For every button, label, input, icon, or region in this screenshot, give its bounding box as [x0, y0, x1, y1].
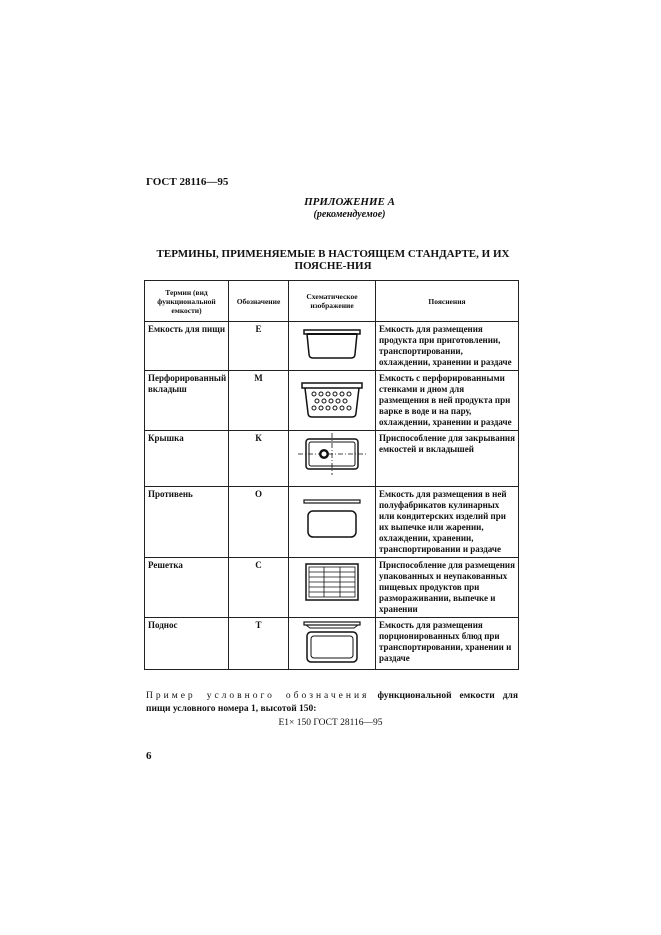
tray-icon	[290, 618, 374, 668]
example-text-continued: пищи условного номера 1, высотой 150:	[146, 704, 317, 714]
grid-rack-icon	[290, 558, 374, 610]
code-cell: С	[229, 558, 289, 618]
column-header-code: Обозначение	[229, 281, 289, 322]
code-cell: Е	[229, 322, 289, 371]
column-header-image: Схематическое изображение	[289, 281, 376, 322]
column-header-note: Пояснения	[376, 281, 519, 322]
perforated-insert-icon	[290, 371, 374, 427]
table-row	[145, 618, 519, 670]
code-cell: О	[229, 487, 289, 558]
term-cell: Крышка	[145, 431, 229, 487]
image-cell	[289, 558, 376, 618]
appendix-title: ПРИЛОЖЕНИЕ А	[304, 196, 395, 208]
note-cell: Приспособление для размещения упакованных и неупакованных пищевых продуктов при размораживании, выпечке и хранении	[376, 558, 519, 618]
table-header-row	[145, 281, 519, 322]
term-cell: Противень	[145, 487, 229, 558]
table-row	[145, 431, 519, 487]
image-cell	[289, 371, 376, 431]
baking-tray-icon	[290, 487, 374, 553]
term-cell: Емкость для пищи	[145, 322, 229, 371]
code-cell: М	[229, 371, 289, 431]
table-row	[145, 371, 519, 431]
example-paragraph	[146, 691, 518, 701]
note-cell: Емкость для размещения порционированных блюд при транспортировании, хранении и раздаче	[376, 618, 519, 670]
example-text: функциональной емкости для	[377, 691, 518, 701]
image-cell	[289, 618, 376, 670]
code-cell: К	[229, 431, 289, 487]
note-cell: Емкость с перфорированными стенками и дном для размещения в ней продукта при варке в воде и на пару, охлаждении, хранении и раздаче	[376, 371, 519, 431]
column-header-term: Термин (вид функциональной емкости)	[145, 281, 229, 322]
example-designation: Е1× 150 ГОСТ 28116—95	[278, 718, 383, 728]
note-cell: Емкость для размещения в ней полуфабрикатов кулинарных или кондитерских изделий при их выпечке или жарении, охлаждении, хранении, транспортировании и раздаче	[376, 487, 519, 558]
page-number: 6	[146, 750, 152, 762]
lid-icon	[290, 431, 374, 483]
image-cell	[289, 322, 376, 371]
note-cell: Приспособление для закрывания емкостей и вкладышей	[376, 431, 519, 487]
terms-table	[144, 280, 519, 670]
term-cell: Поднос	[145, 618, 229, 670]
image-cell	[289, 487, 376, 558]
example-label: Пример условного обозначения	[146, 691, 370, 701]
note-cell: Емкость для размещения продукта при приготовлении, транспортировании, охлаждении, хранении и раздаче	[376, 322, 519, 371]
code-cell: Т	[229, 618, 289, 670]
document-code: ГОСТ 28116—95	[146, 176, 229, 188]
table-row	[145, 558, 519, 618]
term-cell: Перфорированный вкладыш	[145, 371, 229, 431]
appendix-subtitle: (рекомендуемое)	[313, 209, 386, 220]
table-row	[145, 487, 519, 558]
container-icon	[290, 322, 374, 368]
table-row	[145, 322, 519, 371]
section-heading: ТЕРМИНЫ, ПРИМЕНЯЕМЫЕ В НАСТОЯЩЕМ СТАНДАРТЕ, И ИХ ПОЯСНЕ-НИЯ	[156, 248, 510, 272]
image-cell	[289, 431, 376, 487]
term-cell: Решетка	[145, 558, 229, 618]
